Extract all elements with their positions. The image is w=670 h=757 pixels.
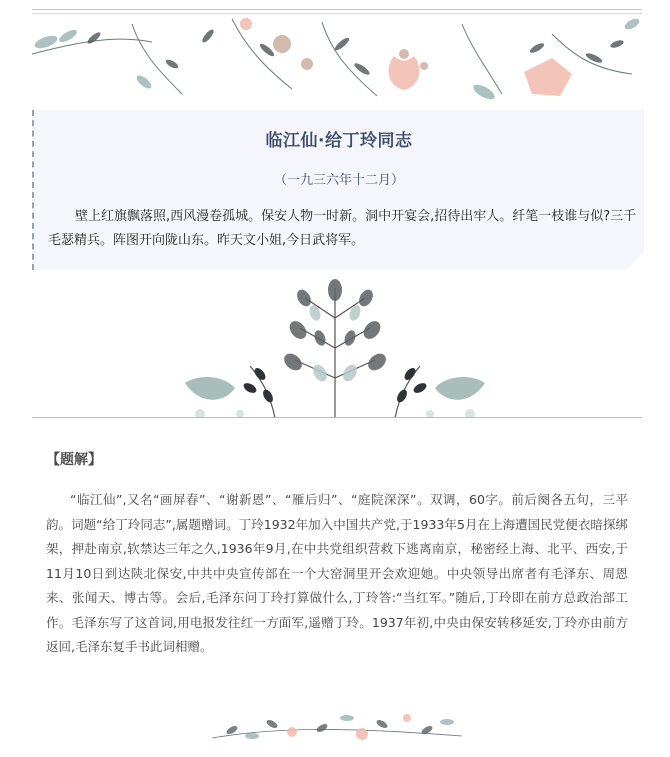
floral-banner-image bbox=[32, 14, 642, 106]
notes-text: “临江仙”,又名“画屏春”、“谢新恩”、“雁后归”、“庭院深深”。双调，60字。前后阕各五句，三平韵。词题“给丁玲同志”,属题赠词。丁玲1932年加入中国共产党,于1933年5月在上海遭国民党便衣暗探绑架，押赴南京,软禁达三年之久,1936年9月,在中共党组织营救下逃离南京，秘密经上海、北平、西安,于11月10日到达陕北保安,中共中央宣传部在一个大窑洞里开会欢迎她。中央领导出席者有毛泽东、周恩来、张闻天、博古等。会后,毛泽东问丁玲打算做什么,丁玲答:“当红军。”随后,丁玲即在前方总政治部工作。毛泽东写了这首词,用电报发往红一方面军,遥赠丁玲。1937年初,中央由保安转移延安,丁玲亦由前方返回,毛泽东复手书此词相赠。 bbox=[46, 492, 628, 654]
poem-title: 临江仙·给丁玲同志 bbox=[265, 131, 413, 151]
card-folded-corner bbox=[626, 252, 644, 270]
leaf-plant-image bbox=[180, 278, 490, 418]
notes-heading: 【题解】 bbox=[46, 452, 102, 468]
top-rule bbox=[32, 9, 642, 10]
poem-text: 壁上红旗飘落照,西风漫卷孤城。保安人物一时新。洞中开宴会,招待出牢人。纤笔一枝谁与似?三千毛瑟精兵。阵图开向陇山东。昨天文小姐,今日武将军。 bbox=[48, 209, 637, 248]
poem-date: （一九三六年十二月） bbox=[273, 173, 404, 188]
section-divider bbox=[32, 417, 642, 418]
floral-strip-image bbox=[212, 708, 462, 746]
poem-card bbox=[32, 110, 644, 270]
